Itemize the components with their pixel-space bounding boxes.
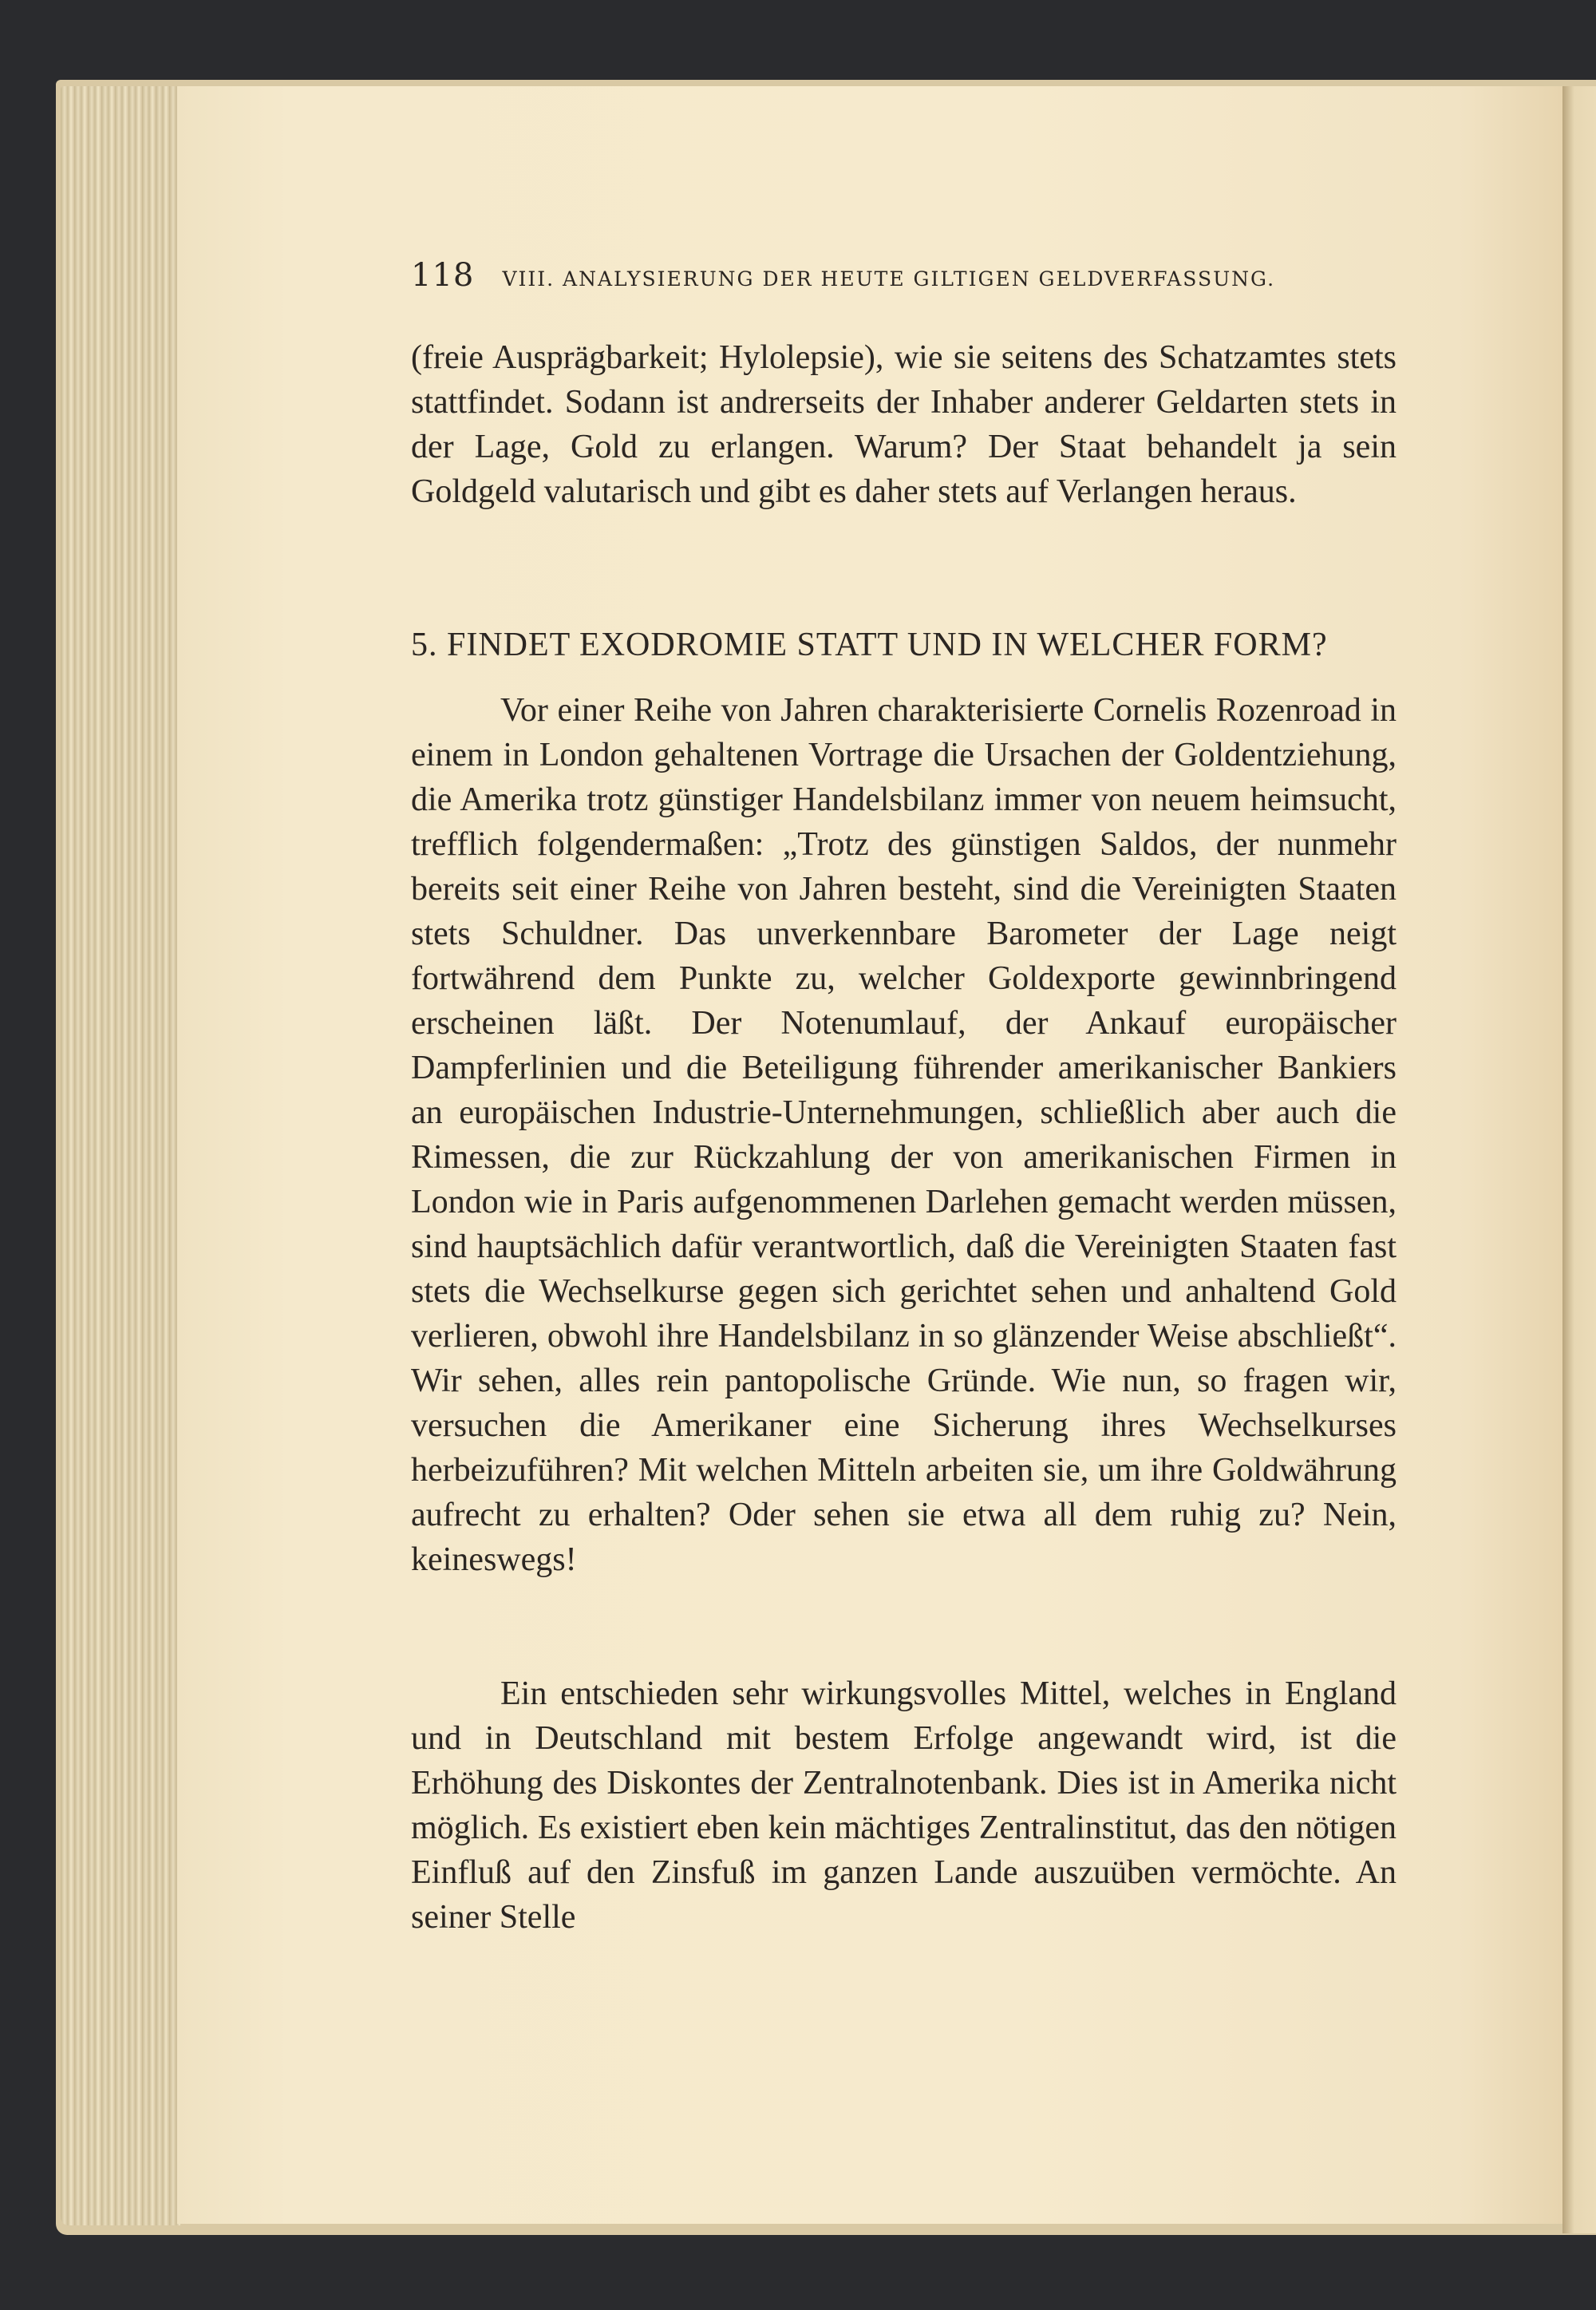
section-heading: 5. FINDET EXODROMIE STATT UND IN WELCHER FORM?: [411, 627, 1328, 663]
page-edges: [61, 86, 180, 2225]
page-number: 118: [411, 257, 475, 294]
next-page-edge: [1562, 86, 1596, 2233]
paragraph-3: Ein entschieden sehr wirkungsvolles Mittel, welches in England und in Deutschland mit bestem Erfolge angewandt wird, ist die Erhöhung des Diskontes der Zentralnotenbank. Dies ist in Amerika nicht möglich. Es existiert eben kein mächtiges Zentralinstitut, das den nötigen Einfluß auf den Zinsfuß im ganzen Lande auszuüben vermöchte. An seiner Stelle: [411, 1675, 1396, 1936]
paragraph-2: Vor einer Reihe von Jahren charakterisierte Cornelis Rozenroad in einem in London gehaltenen Vortrage die Ursachen der Goldentziehung, die Amerika trotz günstiger Handelsbilanz immer von neuem heimsucht, trefflich folgendermaßen: „Trotz des günstigen Saldos, der nunmehr bereits seit einer Reihe von Jahren besteht, sind die Vereinigten Staaten stets Schuldner. Das unverkennbare Barometer der Lage neigt fortwährend dem Punkte zu, welcher Goldexporte gewinnbringend erscheinen läßt. Der Notenumlauf, der Ankauf europäischer Dampferlinien und die Beteiligung führender amerikanischer Bankiers an europäischen Industrie-Unternehmungen, schließlich aber auch die Rimessen, die zur Rückzahlung der von amerikanischen Firmen in London wie in Paris aufgenommenen Darlehen gemacht werden müssen, sind hauptsächlich dafür verantwortlich, daß die Vereinigten Staaten fast stets die Wechselkurse gegen sich gerichtet sehen und anhaltend Gold verlieren, obwohl ihre Handelsbilanz in so glänzender Weise abschließt“. Wir sehen, alles rein pantopolische Gründe. Wie nun, so fragen wir, versuchen die Amerikaner eine Sicherung ihres Wechselkurses herbeizuführen? Mit welchen Mitteln arbeiten sie, um ihre Goldwährung aufrecht zu erhalten? Oder sehen sie etwa all dem ruhig zu? Nein, keineswegs!: [411, 692, 1396, 1578]
paragraph-1: (freie Ausprägbarkeit; Hylolepsie), wie sie seitens des Schatzamtes stets stattfindet. Sodann ist andrerseits der Inhaber anderer Geldarten stets in der Lage, Gold zu erlangen. Warum? Der Staat behandelt ja sein Goldgeld valutarisch und gibt es daher stets auf Verlangen heraus.: [411, 339, 1396, 510]
chapter-title: VIII. ANALYSIERUNG DER HEUTE GILTIGEN GELDVERFASSUNG.: [502, 267, 1276, 291]
running-head: [411, 257, 1321, 294]
